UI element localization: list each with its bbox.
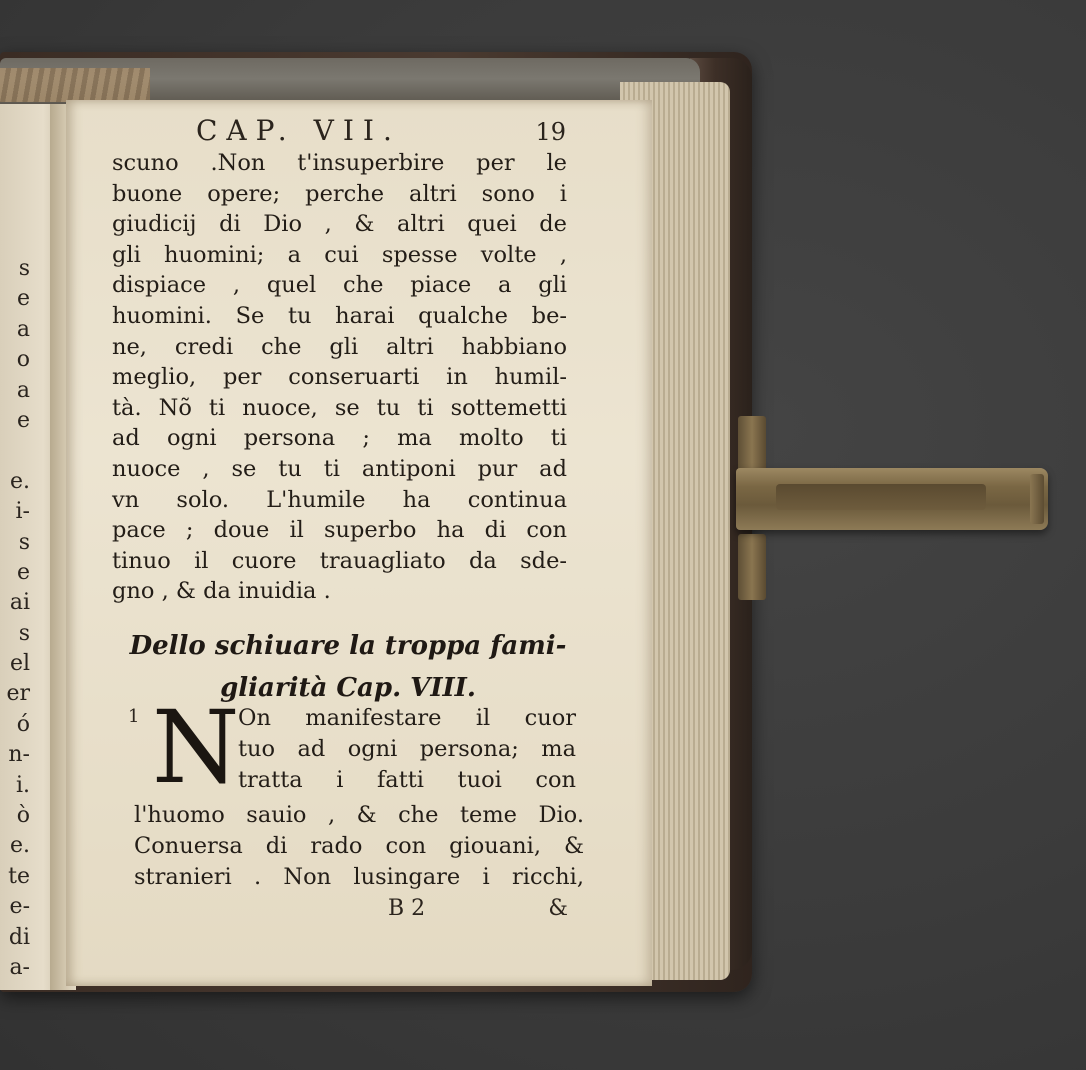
text-line: tratta i fatti tuoi con xyxy=(238,767,576,793)
clasp-slot xyxy=(776,484,986,510)
signature-mark: B 2 xyxy=(388,896,426,921)
text-line: tinuo il cuore trauagliato da sde- xyxy=(112,547,567,574)
text-line: s xyxy=(18,256,30,281)
headband-stitching xyxy=(0,68,150,102)
text-line: tuo ad ogni persona; ma xyxy=(238,736,576,762)
text-line xyxy=(0,436,30,466)
text-line: e xyxy=(16,559,30,585)
text-line: s xyxy=(18,620,30,646)
text-line: ad ogni persona ; ma molto ti xyxy=(112,425,567,452)
running-head xyxy=(196,114,566,150)
drop-cap: N xyxy=(152,689,240,806)
brass-clasp xyxy=(736,468,1048,530)
text-line: el xyxy=(9,651,30,677)
text-line: e. xyxy=(9,833,30,859)
text-line: a xyxy=(16,377,30,403)
page-number: 19 xyxy=(535,118,566,146)
clasp-tip xyxy=(1030,474,1044,524)
text-line: i. xyxy=(15,772,30,798)
text-line: s xyxy=(18,529,30,555)
text-line: te xyxy=(8,863,30,889)
text-line: Conuersa di rado con giouani, & xyxy=(134,833,584,859)
text-line: e. xyxy=(9,468,30,494)
left-page-line-ends xyxy=(0,254,30,1014)
text-line: vn solo. L'humile ha continua xyxy=(112,486,567,513)
text-line: o xyxy=(16,347,30,373)
text-line: a- xyxy=(9,954,30,980)
text-line: gno , & da inuidia . xyxy=(112,578,331,605)
text-line: l'huomo sauio , & che teme Dio. xyxy=(134,802,584,828)
text-line: pace ; doue il superbo ha di con xyxy=(112,517,567,544)
catchword: & xyxy=(548,896,568,921)
text-line: giudicij di Dio , & altri quei de xyxy=(112,211,567,238)
text-line: er xyxy=(6,681,30,707)
body-text xyxy=(112,148,567,607)
drop-cap-text xyxy=(238,703,576,796)
text-line: ò xyxy=(16,803,30,829)
text-line: tà. Nõ ti nuoce, se tu ti sottemetti xyxy=(112,394,567,421)
text-line: e xyxy=(16,286,30,312)
chapter-heading-line: Dello schiuare la troppa fami- xyxy=(129,631,567,661)
text-line: a xyxy=(16,316,30,342)
text-line: buone opere; perche altri sono i xyxy=(112,180,567,207)
text-line: On manifestare il cuor xyxy=(238,705,576,731)
running-title: CAP. VII. xyxy=(196,114,401,147)
text-line: huomini. Se tu harai qualche be- xyxy=(112,302,567,329)
text-line: e- xyxy=(9,894,30,920)
text-line: i- xyxy=(15,499,30,525)
text-line: scuno .Non t'insuperbire per le xyxy=(112,150,567,176)
text-line: di xyxy=(8,924,30,950)
chapter-heading-line: gliarità Cap. VIII. xyxy=(220,673,476,703)
text-line: ai xyxy=(9,590,30,616)
text-line: gli huomini; a cui spesse volte , xyxy=(112,241,567,268)
text-line: ó xyxy=(16,711,30,737)
continuation-text xyxy=(134,800,584,893)
text-line: ne, credi che gli altri habbiano xyxy=(112,333,567,360)
text-line: nuoce , se tu ti antiponi pur ad xyxy=(112,455,567,482)
page-footer xyxy=(388,896,568,926)
verse-number: 1 xyxy=(128,706,140,727)
text-line: meglio, per conseruarti in humil- xyxy=(112,364,567,391)
text-line: dispiace , quel che piace a gli xyxy=(112,272,567,299)
clasp-hinge-bottom xyxy=(738,534,766,600)
clasp-hinge-top xyxy=(738,416,766,474)
text-line: e xyxy=(16,407,30,433)
text-line: stranieri . Non lusingare i ricchi, xyxy=(134,864,584,890)
text-line: n- xyxy=(8,742,30,768)
